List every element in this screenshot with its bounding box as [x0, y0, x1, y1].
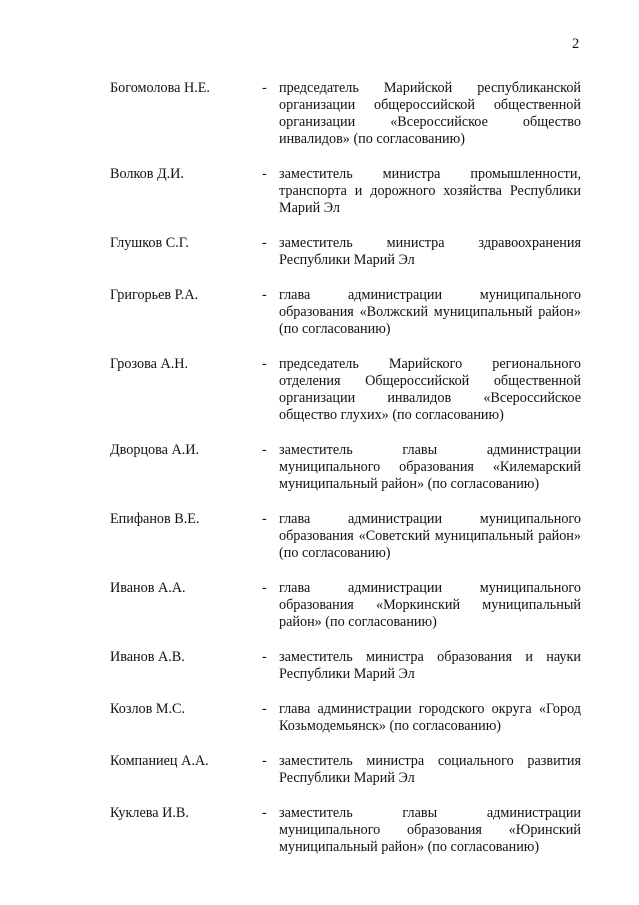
- member-name: Иванов А.В.: [110, 649, 185, 665]
- member-row: [110, 356, 582, 424]
- member-row: [110, 80, 582, 148]
- member-dash: -: [262, 235, 267, 251]
- members-list: [110, 80, 582, 874]
- member-name: Грозова А.Н.: [110, 356, 189, 372]
- member-dash: -: [262, 356, 267, 372]
- member-position: глава администрации муниципального образования «Советский муниципальный район» (по согласованию): [279, 511, 581, 561]
- member-dash: -: [262, 649, 267, 665]
- member-name: Козлов М.С.: [110, 701, 186, 717]
- member-position: заместитель министра социального развития Республики Марий Эл: [279, 753, 581, 786]
- member-dash: -: [262, 80, 267, 96]
- member-dash: -: [262, 701, 267, 717]
- member-position: заместитель министра образования и науки Республики Марий Эл: [279, 649, 581, 682]
- member-name: Волков Д.И.: [110, 166, 184, 182]
- member-row: [110, 753, 582, 787]
- member-row: [110, 511, 582, 562]
- member-name: Иванов А.А.: [110, 580, 186, 596]
- member-name: Компаниец А.А.: [110, 753, 209, 769]
- member-dash: -: [262, 166, 267, 182]
- member-row: [110, 701, 582, 735]
- member-position: заместитель главы администрации муниципального образования «Килемарский муниципальный район» (по согласованию): [279, 442, 581, 492]
- member-row: [110, 287, 582, 338]
- member-name: Глушков С.Г.: [110, 235, 189, 251]
- member-position: заместитель главы администрации муниципального образования «Юринский муниципальный район» (по согласованию): [279, 805, 581, 855]
- member-name: Куклева И.В.: [110, 805, 189, 821]
- member-dash: -: [262, 753, 267, 769]
- member-name: Богомолова Н.Е.: [110, 80, 210, 96]
- member-row: [110, 580, 582, 631]
- member-position: глава администрации городского округа «Город Козьмодемьянск» (по согласованию): [279, 701, 581, 734]
- member-position: председатель Марийской республиканской организации общероссийской общественной организации «Всероссийское общество инвалидов» (по согласованию): [279, 80, 581, 147]
- member-position: заместитель министра промышленности, транспорта и дорожного хозяйства Республики Марий Эл: [279, 166, 581, 216]
- member-position: заместитель министра здравоохранения Республики Марий Эл: [279, 235, 581, 268]
- member-dash: -: [262, 511, 267, 527]
- member-name: Епифанов В.Е.: [110, 511, 200, 527]
- member-dash: -: [262, 287, 267, 303]
- member-dash: -: [262, 442, 267, 458]
- member-row: [110, 235, 582, 269]
- member-position: глава администрации муниципального образования «Моркинский муниципальный район» (по согласованию): [279, 580, 581, 630]
- member-dash: -: [262, 580, 267, 596]
- page-number: 2: [572, 36, 580, 52]
- member-position: председатель Марийского регионального отделения Общероссийской общественной организации инвалидов «Всероссийское общество глухих» (по согласованию): [279, 356, 581, 423]
- member-row: [110, 649, 582, 683]
- member-row: [110, 442, 582, 493]
- member-row: [110, 805, 582, 856]
- member-row: [110, 166, 582, 217]
- member-position: глава администрации муниципального образования «Волжский муниципальный район» (по согласованию): [279, 287, 581, 337]
- member-dash: -: [262, 805, 267, 821]
- member-name: Григорьев Р.А.: [110, 287, 199, 303]
- member-name: Дворцова А.И.: [110, 442, 200, 458]
